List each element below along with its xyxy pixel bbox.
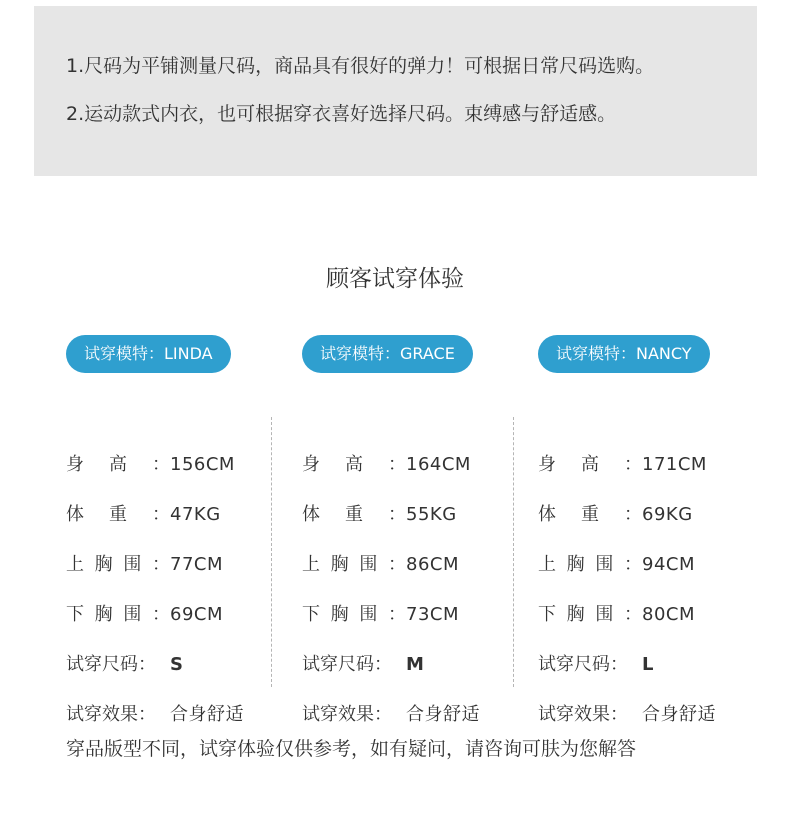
stat-value-under-bust: 80CM [642, 604, 696, 625]
footer-disclaimer: 穿品版型不同，试穿体验仅供参考，如有疑问，请咨询可肤为您解答 [66, 738, 637, 760]
stat-row-upper-bust [302, 546, 522, 596]
stat-value-size: S [170, 654, 184, 675]
stat-row-under-bust [66, 596, 286, 646]
stat-row-under-bust [538, 596, 758, 646]
stat-label-size: 试穿尺码： [538, 654, 628, 675]
stat-row-size [66, 646, 286, 696]
stat-label-weight: 体重： [66, 504, 170, 525]
section-title: 顾客试穿体验 [326, 266, 464, 292]
stat-label-effect: 试穿效果： [302, 704, 392, 725]
stat-value-effect: 合身舒适 [406, 704, 480, 725]
stat-label-effect: 试穿效果： [538, 704, 628, 725]
stat-row-height [538, 446, 758, 496]
stat-row-weight [302, 496, 522, 546]
stat-label-under-bust: 下胸围： [538, 604, 642, 625]
stat-label-height: 身高： [302, 454, 406, 475]
model-stats-nancy [538, 446, 758, 746]
size-notes-panel [34, 6, 757, 176]
stat-row-size [538, 646, 758, 696]
column-divider [513, 417, 514, 687]
stat-value-size: M [406, 654, 425, 675]
stat-value-height: 171CM [642, 454, 707, 475]
stat-label-size: 试穿尺码： [302, 654, 392, 675]
stat-row-upper-bust [66, 546, 286, 596]
model-card-linda [66, 335, 286, 746]
stat-value-size: L [642, 654, 654, 675]
stat-value-under-bust: 69CM [170, 604, 224, 625]
stat-row-height [302, 446, 522, 496]
column-divider [271, 417, 272, 687]
stat-value-upper-bust: 77CM [170, 554, 224, 575]
stat-label-weight: 体重： [302, 504, 406, 525]
stat-row-size [302, 646, 522, 696]
stat-row-weight [538, 496, 758, 546]
stat-value-upper-bust: 86CM [406, 554, 460, 575]
stat-row-weight [66, 496, 286, 546]
stat-label-upper-bust: 上胸围： [66, 554, 170, 575]
model-tag-grace: 试穿模特：GRACE [302, 335, 473, 373]
stat-value-under-bust: 73CM [406, 604, 460, 625]
model-card-grace [302, 335, 522, 746]
model-card-nancy [538, 335, 758, 746]
stat-value-weight: 47KG [170, 504, 221, 525]
size-note-2: 2.运动款式内衣，也可根据穿衣喜好选择尺码。束缚感与舒适感。 [66, 103, 617, 125]
stat-row-upper-bust [538, 546, 758, 596]
stat-value-upper-bust: 94CM [642, 554, 696, 575]
stat-value-weight: 69KG [642, 504, 693, 525]
stat-value-height: 164CM [406, 454, 471, 475]
stat-label-height: 身高： [66, 454, 170, 475]
stat-label-effect: 试穿效果： [66, 704, 156, 725]
stat-label-under-bust: 下胸围： [66, 604, 170, 625]
stat-label-weight: 体重： [538, 504, 642, 525]
stat-label-height: 身高： [538, 454, 642, 475]
stat-label-under-bust: 下胸围： [302, 604, 406, 625]
stat-label-size: 试穿尺码： [66, 654, 156, 675]
stat-value-effect: 合身舒适 [170, 704, 244, 725]
stat-label-upper-bust: 上胸围： [538, 554, 642, 575]
size-note-1: 1.尺码为平铺测量尺码，商品具有很好的弹力！可根据日常尺码选购。 [66, 55, 655, 77]
stat-row-height [66, 446, 286, 496]
model-tag-nancy: 试穿模特：NANCY [538, 335, 710, 373]
stat-value-weight: 55KG [406, 504, 457, 525]
model-stats-grace [302, 446, 522, 746]
stat-value-height: 156CM [170, 454, 235, 475]
stat-label-upper-bust: 上胸围： [302, 554, 406, 575]
model-tag-linda: 试穿模特：LINDA [66, 335, 231, 373]
model-stats-linda [66, 446, 286, 746]
stat-row-under-bust [302, 596, 522, 646]
stat-value-effect: 合身舒适 [642, 704, 716, 725]
